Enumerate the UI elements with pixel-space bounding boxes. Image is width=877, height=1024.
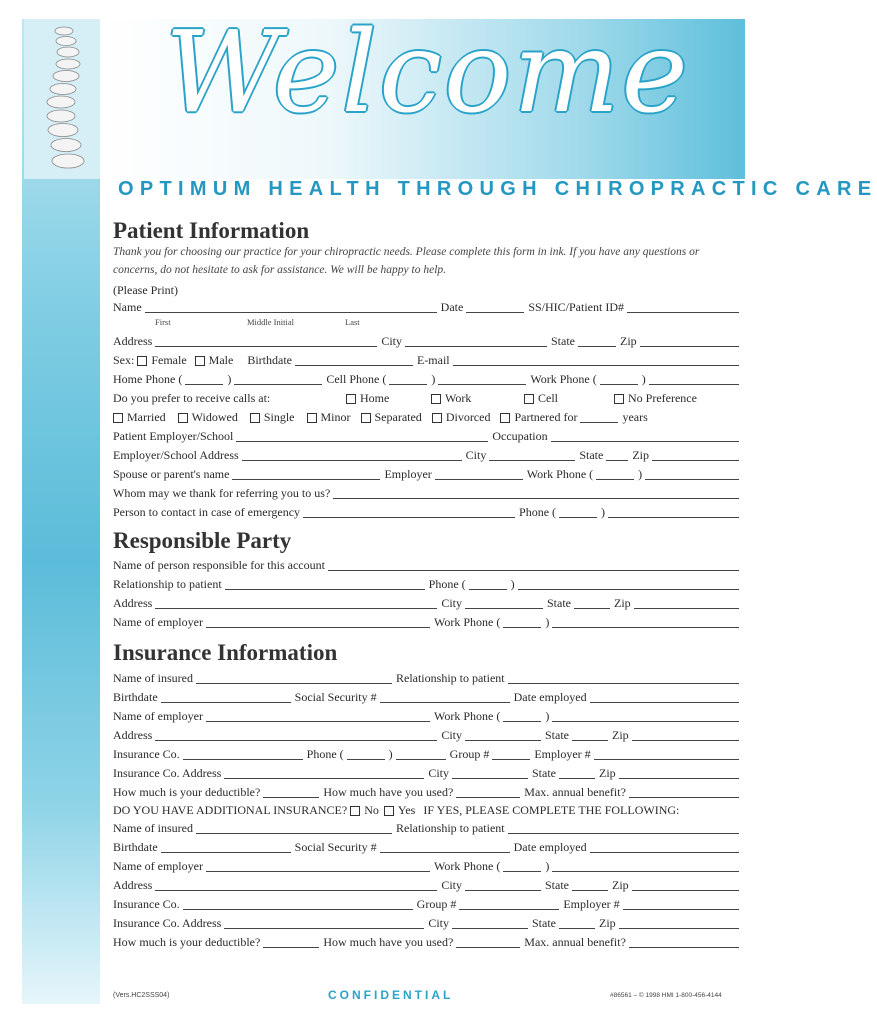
state-label: State [545,728,569,742]
insured-address-row [113,725,743,743]
city-label: City [441,878,462,892]
insured-birthdate-row [113,687,743,705]
work-phone-label: Work Phone ( [433,709,501,723]
insured-work-phone-area[interactable] [503,709,541,722]
insured-address-field[interactable] [155,728,437,741]
zip-label: Zip [598,766,616,780]
additional-no-checkbox[interactable] [350,803,379,818]
insured-label: Name of insured [113,821,193,835]
work-checkbox[interactable] [431,391,524,406]
responsible-phone-label: Phone ( [428,577,466,591]
tagline: OPTIMUM HEALTH THROUGH CHIROPRACTIC CARE [118,178,877,200]
checkbox-icon [361,413,371,423]
checkbox-icon [500,413,510,423]
insured2-city-field[interactable] [465,878,541,891]
ins-city2-field[interactable] [452,916,528,929]
widowed-label: Widowed [191,410,238,424]
relationship-label: Relationship to patient [395,821,505,835]
employer-label: Name of employer [113,709,203,723]
insured2-date-employed-field[interactable] [590,840,739,853]
yes-label: Yes [397,803,416,817]
email-label: E-mail [416,353,450,367]
responsible-address-field[interactable] [155,596,437,609]
state-label: State [551,334,575,348]
birthdate-label: Birthdate [113,690,158,704]
paren: ) [641,372,646,386]
group-label: Group # [449,747,490,761]
last-sublabel: Last [345,317,360,327]
ss-field[interactable] [627,300,739,313]
separated-checkbox[interactable] [361,410,422,425]
date-employed-label: Date employed [513,690,587,704]
insured2-field[interactable] [196,821,392,834]
ins-co-label: Insurance Co. [113,897,180,911]
spouse-work-phone-label: Work Phone ( [526,467,594,481]
marital-row [113,407,743,425]
deductible-label: How much is your deductible? [113,785,261,799]
checkbox-icon [307,413,317,423]
responsible-name-label: Name of person responsible for this account [113,558,325,572]
employer-num-field[interactable] [594,747,739,760]
sex-row [113,350,743,368]
address-label: Address [113,878,153,892]
insured-ssn-field[interactable] [380,690,510,703]
name-label: Name [113,300,142,314]
checkbox-icon [431,394,441,404]
home-phone-field[interactable] [234,372,322,385]
ins-address-label: Insurance Co. Address [113,916,222,930]
checkbox-icon [524,394,534,404]
ins-address-row [113,763,743,781]
zip-label: Zip [614,596,631,610]
paren: ) [638,467,643,481]
copyright: #86561 – © 1998 HMI 1-800-456-4144 [610,992,722,999]
address-field[interactable] [155,334,377,347]
birthdate-label: Birthdate [113,840,158,854]
employer-num-label: Employer # [563,897,620,911]
occupation-label: Occupation [492,429,548,443]
insured-employer-row [113,706,743,724]
checkbox-icon [178,413,188,423]
insured2-ssn-field[interactable] [380,840,510,853]
ins-state2-field[interactable] [559,916,595,929]
state-label: State [531,766,556,780]
cell-label: Cell [538,391,558,405]
birthdate-label: Birthdate [247,353,292,367]
ins-address-label: Insurance Co. Address [113,766,222,780]
used-label: How much have you used? [323,935,454,949]
ins-zip-field[interactable] [619,766,739,779]
employer-school-label: Patient Employer/School [113,429,234,443]
state-label: State [531,916,556,930]
ins-address2-field[interactable] [224,916,424,929]
insured-zip-field[interactable] [632,728,739,741]
minor-label: Minor [320,410,351,424]
email-field[interactable] [453,353,739,366]
phones-row [113,369,743,387]
work-phone-label: Work Phone ( [530,372,597,386]
paren: ) [388,747,393,761]
paren: ) [545,615,550,629]
used-label: How much have you used? [323,785,454,799]
insured2-birthdate-field[interactable] [161,840,291,853]
zip-label: Zip [612,878,629,892]
spouse-employer-field[interactable] [435,467,523,480]
single-checkbox[interactable] [250,410,295,425]
insured-date-employed-field[interactable] [590,690,739,703]
responsible-work-phone-area[interactable] [503,615,541,628]
insured2-work-phone-field[interactable] [552,859,739,872]
emergency-field[interactable] [303,505,515,518]
responsible-state-field[interactable] [574,596,610,609]
home-checkbox[interactable] [346,391,431,406]
additional-insurance-row [113,800,743,818]
zip-field[interactable] [640,334,739,347]
max-benefit2-field[interactable] [629,935,739,948]
please-print-row [113,280,743,298]
female-checkbox[interactable] [137,353,186,368]
insured-field[interactable] [196,671,392,684]
zip-label: Zip [632,448,649,462]
insured-relationship-field[interactable] [508,671,739,684]
employer-num2-field[interactable] [623,897,739,910]
spouse-field[interactable] [232,467,380,480]
insured-state-field[interactable] [572,728,608,741]
ss-label: SS/HIC/Patient ID# [528,300,624,314]
deductible-field[interactable] [263,785,319,798]
responsible-zip-field[interactable] [634,596,739,609]
ins-co-label: Insurance Co. [113,747,180,761]
zip-label: Zip [620,334,637,348]
responsible-phone-field[interactable] [518,577,739,590]
work-phone-label: Work Phone ( [433,859,501,873]
insured2-employer-field[interactable] [206,859,430,872]
confidential-label: CONFIDENTIAL [328,988,454,1002]
name-row [113,297,743,315]
welcome-title: Welcome [165,8,690,138]
insured-work-phone-field[interactable] [552,709,739,722]
relationship-label: Relationship to patient [113,577,222,591]
insured2-work-phone-area[interactable] [503,859,541,872]
patient-intro: Thank you for choosing our practice for your chiropractic needs. Please complete this form in ink. If you have any questions or concerns, do not hesitate to ask for assistance. We will be happy to help. [113,246,700,276]
city-field[interactable] [405,334,547,347]
paren: ) [601,505,606,519]
group2-field[interactable] [459,897,559,910]
separated-label: Separated [374,410,422,424]
checkbox-icon [346,394,356,404]
additional-yes-checkbox[interactable] [384,803,415,818]
home-label: Home [360,391,390,405]
responsible-employer-row [113,612,743,630]
sex-label: Sex: [113,353,135,367]
employer-state-field[interactable] [606,448,628,461]
state-label: State [579,448,604,462]
cell-checkbox[interactable] [524,391,614,406]
ssn-label: Social Security # [294,840,377,854]
city-label: City [428,766,449,780]
divorced-checkbox[interactable] [432,410,491,425]
insured-employer-field[interactable] [206,709,430,722]
no-preference-label: No Preference [628,391,697,405]
work-phone-label: Work Phone ( [433,615,501,629]
employer-address-field[interactable] [242,448,462,461]
state-label: State [547,596,571,610]
checkbox-icon [250,413,260,423]
insurance-heading: Insurance Information [113,640,338,665]
paren: ) [545,709,550,723]
partnered-years-field[interactable] [580,410,618,423]
insured2-employer-row [113,856,743,874]
responsible-address-row [113,593,743,611]
married-label: Married [127,410,166,424]
insured-birthdate-field[interactable] [161,690,291,703]
insured2-birthdate-row [113,837,743,855]
insured2-relationship-field[interactable] [508,821,739,834]
checkbox-icon [384,806,394,816]
referral-row [113,483,743,501]
work-phone-field[interactable] [649,372,739,385]
checkbox-icon [113,413,123,423]
responsible-heading: Responsible Party [113,528,292,553]
employer-address-row [113,445,743,463]
insured-label: Name of insured [113,671,193,685]
male-label: Male [208,353,234,367]
emergency-phone-area[interactable] [559,505,597,518]
occupation-field[interactable] [551,429,739,442]
no-label: No [364,803,379,817]
city-label: City [441,596,462,610]
checkbox-icon [137,356,147,366]
ins-zip2-field[interactable] [619,916,739,929]
max-benefit-label: Max. annual benefit? [524,935,626,949]
checkbox-icon [614,394,624,404]
widowed-checkbox[interactable] [178,410,238,425]
insured2-row [113,818,743,836]
birthdate-field[interactable] [295,353,413,366]
ssn-label: Social Security # [294,690,377,704]
ins-co-field[interactable] [183,747,303,760]
group-label: Group # [416,897,457,911]
responsible-name-field[interactable] [328,558,739,571]
emergency-phone-label: Phone ( [519,505,557,519]
insured2-state-field[interactable] [572,878,608,891]
responsible-city-field[interactable] [465,596,543,609]
prefer-calls-row [113,388,743,406]
prefer-calls-label: Do you prefer to receive calls at: [113,391,271,405]
emergency-row [113,502,743,520]
additional-question: DO YOU HAVE ADDITIONAL INSURANCE? [113,803,348,817]
emergency-label: Person to contact in case of emergency [113,505,301,519]
deductible-label: How much is your deductible? [113,935,261,949]
responsible-work-phone-field[interactable] [552,615,739,628]
ins-state-field[interactable] [559,766,595,779]
address-label: Address [113,728,153,742]
ins-address-field[interactable] [224,766,424,779]
married-checkbox[interactable] [113,410,166,425]
deductible2-field[interactable] [263,935,319,948]
employer-school-field[interactable] [236,429,488,442]
used-field[interactable] [456,785,520,798]
referral-field[interactable] [333,486,739,499]
ins-co-row [113,744,743,762]
insured2-zip-field[interactable] [632,878,739,891]
cell-phone-label: Cell Phone ( [326,372,387,386]
middle-sublabel: Middle Initial [247,317,294,327]
spine-image [24,19,100,179]
city-label: City [465,448,487,462]
responsible-phone-area[interactable] [469,577,507,590]
home-phone-area[interactable] [185,372,223,385]
cell-phone-area[interactable] [389,372,427,385]
paren: ) [227,372,232,386]
ins-phone-label: Phone ( [306,747,344,761]
insured2-address-row [113,875,743,893]
ins-address2-row [113,913,743,931]
please-print: (Please Print) [113,283,178,297]
spouse-employer-label: Employer [384,467,432,481]
max-benefit-field[interactable] [629,785,739,798]
zip-label: Zip [598,916,616,930]
responsible-relationship-row [113,574,743,592]
address-label: Address [113,596,153,610]
work-phone-area[interactable] [600,372,638,385]
insured2-address-field[interactable] [155,878,437,891]
paren: ) [510,577,515,591]
city-label: City [381,334,402,348]
years-label: years [622,410,648,424]
used2-field[interactable] [456,935,520,948]
minor-checkbox[interactable] [307,410,351,425]
employer-school-row [113,426,743,444]
first-sublabel: First [155,317,171,327]
checkbox-icon [350,806,360,816]
female-label: Female [151,353,187,367]
employer-city-field[interactable] [489,448,575,461]
date-label: Date [440,300,464,314]
paren: ) [545,859,550,873]
cell-phone-field[interactable] [438,372,526,385]
max-benefit-label: Max. annual benefit? [524,785,626,799]
work-label: Work [445,391,472,405]
address-row [113,331,743,349]
home-phone-label: Home Phone ( [113,372,183,386]
state-field[interactable] [578,334,616,347]
no-preference-checkbox[interactable] [614,391,697,406]
ins-city-field[interactable] [452,766,528,779]
employer-address-label: Employer/School Address [113,448,239,462]
paren: ) [431,372,436,386]
group-field[interactable] [492,747,530,760]
date-employed-label: Date employed [513,840,587,854]
divorced-label: Divorced [445,410,491,424]
state-label: State [545,878,569,892]
responsible-employer-field[interactable] [206,615,430,628]
relationship-label: Relationship to patient [395,671,505,685]
city-label: City [428,916,449,930]
employer-label: Name of employer [113,615,203,629]
ins-co2-field[interactable] [183,897,413,910]
relationship-field[interactable] [225,577,425,590]
employer-zip-field[interactable] [652,448,739,461]
patient-heading: Patient Information [113,218,310,243]
name-field[interactable] [145,300,437,313]
ins-co2-row [113,894,743,912]
city-label: City [441,728,462,742]
checkbox-icon [195,356,205,366]
zip-label: Zip [612,728,629,742]
spouse-row [113,464,743,482]
version-code: (Vers.HC2SSS04) [113,992,170,999]
checkbox-icon [432,413,442,423]
spouse-work-phone-field[interactable] [645,467,739,480]
insured-city-field[interactable] [465,728,541,741]
spouse-label: Spouse or parent's name [113,467,230,481]
male-checkbox[interactable] [195,353,234,368]
partnered-checkbox[interactable] [500,410,577,425]
insured-row [113,668,743,686]
responsible-name-row [113,555,743,573]
date-field[interactable] [466,300,524,313]
employer-label: Name of employer [113,859,203,873]
single-label: Single [263,410,295,424]
partnered-label: Partnered for [514,410,578,424]
spouse-work-phone-area[interactable] [596,467,634,480]
emergency-phone-field[interactable] [608,505,739,518]
referral-label: Whom may we thank for referring you to us? [113,486,331,500]
address-label: Address [113,334,153,348]
deductible-row [113,782,743,800]
ins-phone-field[interactable] [396,747,446,760]
deductible2-row [113,932,743,950]
additional-note: IF YES, PLEASE COMPLETE THE FOLLOWING: [423,803,680,817]
employer-num-label: Employer # [534,747,591,761]
ins-phone-area[interactable] [347,747,385,760]
